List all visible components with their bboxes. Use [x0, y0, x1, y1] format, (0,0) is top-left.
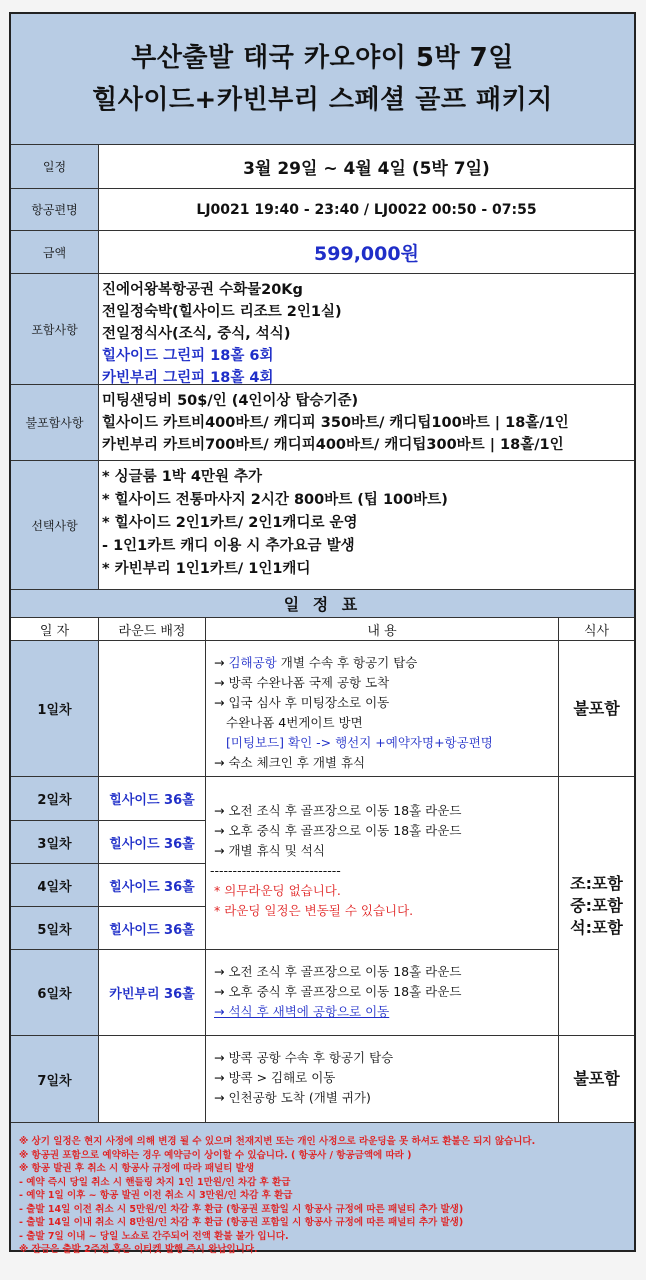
content-line: [미팅보드] 확인 -> 행선지 +예약자명+항공편명 [226, 735, 493, 750]
excluded-list [99, 385, 634, 461]
content-day-6 [206, 950, 559, 1036]
divider: ----------------------------- [210, 863, 341, 878]
content-line: → 석식 후 새벽에 공항으로 이동 [214, 1004, 390, 1019]
content-line: → 방콕 공항 수속 후 항공기 탑승 [214, 1050, 394, 1065]
schedule-table-title: 일 정 표 [11, 590, 634, 618]
schedule-value: 3월 29일 ~ 4월 4일 (5박 7일) [99, 145, 634, 189]
round-day-2: 힐사이드 36홀 [99, 777, 206, 821]
optional-list [99, 461, 634, 590]
title-line-2: 힐사이드+카빈부리 스페셜 골프 패키지 [92, 85, 553, 115]
content-line: → 오후 중식 후 골프장으로 이동 18홀 라운드 [214, 984, 462, 999]
content-line: → 숙소 체크인 후 개별 휴식 [214, 755, 366, 770]
content-line: → 방콕 > 김해로 이동 [214, 1070, 336, 1085]
note-line: - 예약 즉시 당일 취소 시 핸들링 차지 1인 1만원/인 차감 후 환급 [19, 1176, 291, 1188]
flight-value: LJ0021 19:40 - 23:40 / LJ0022 00:50 - 07:55 [99, 189, 634, 231]
note-line: - 출발 14일 이내 취소 시 8만원/인 차감 후 환급 (항공권 포함일 시 항공사 규정에 따른 패널티 추가 발생) [19, 1217, 464, 1228]
content-day-7 [206, 1036, 559, 1122]
notice-line: * 의무라운딩 없습니다. [214, 883, 341, 898]
meal-dinner: 석:포함 [570, 918, 623, 937]
header-round: 라운드 배정 [99, 618, 206, 641]
day-3: 3일차 [11, 821, 99, 864]
content-line: → 개별 휴식 및 석식 [214, 843, 325, 858]
note-line: ※ 항공권 포함으로 예약하는 경우 예약금이 상이할 수 있습니다. ( 항공사 / 항공금액에 따라 ) [19, 1149, 412, 1161]
included-item: 힐사이드 그린피 18홀 6회 [102, 348, 274, 364]
optional-item: * 힐사이드 전통마사지 2시간 800바트 (팁 100바트) [102, 492, 448, 508]
day-2: 2일차 [11, 777, 99, 821]
meal-day-7: 불포함 [573, 1069, 620, 1088]
meal-lunch: 중:포함 [570, 896, 623, 915]
meal-days-2-6 [559, 777, 634, 1036]
meal-day-1: 불포함 [559, 641, 634, 777]
content-line: 수완나폼 4번게이트 방면 [226, 715, 363, 730]
round-day-4: 힐사이드 36홀 [99, 864, 206, 907]
day-6: 6일차 [11, 950, 99, 1036]
note-line: ※ 상기 일정은 현지 사정에 의해 변경 될 수 있으며 천재지변 또는 개인 사정으로 라운딩을 못 하셔도 환불은 되지 않습니다. [19, 1136, 536, 1147]
round-day-6: 카빈부리 36홀 [99, 950, 206, 1036]
day-7: 7일차 [11, 1036, 99, 1122]
content-line: → 김해공항 개별 수속 후 항공기 탑승 [214, 655, 418, 670]
included-item: 진에어왕복항공권 수화물20Kg [102, 282, 303, 298]
schedule-label: 일정 [11, 145, 99, 189]
day-1: 1일차 [11, 641, 99, 777]
package-sheet [9, 12, 636, 1255]
content-line: → 방콕 수완나폼 국제 공항 도착 [214, 675, 390, 690]
flight-label: 항공편명 [11, 189, 99, 231]
round-day-7 [99, 1036, 206, 1122]
note-line: - 출발 7일 이내 ~ 당일 노쇼로 간주되어 전액 환불 불가 입니다. [19, 1230, 289, 1242]
title-line-1: 부산출발 태국 카오야이 5박 7일 [131, 43, 514, 73]
included-item: 전일정식사(조식, 중식, 석식) [102, 326, 291, 342]
note-line: - 예약 1일 이후 ~ 항공 발권 이전 취소 시 3만원/인 차감 후 환급 [19, 1190, 293, 1201]
page-title [11, 14, 634, 145]
price-value: 599,000원 [99, 231, 634, 274]
included-item: 전일정숙박(힐사이드 리조트 2인1실) [102, 304, 342, 320]
content-line: → 오전 조식 후 골프장으로 이동 18홀 라운드 [214, 803, 462, 818]
note-line: ※ 잔금은 출발 2주전 혹은 이티켓 발행 즉시 완납입니다. [19, 1244, 258, 1255]
note-line: - 출발 14일 이전 취소 시 5만원/인 차감 후 환급 (항공권 포함일 시 항공사 규정에 따른 패널티 추가 발생) [19, 1203, 464, 1215]
excluded-item: 카빈부리 카트비700바트/ 캐디피400바트/ 캐디팁300바트 | 18홀/1인 [102, 437, 564, 453]
content-line: → 인천공항 도착 (개별 귀가) [214, 1090, 371, 1105]
optional-item: * 카빈부리 1인1카트/ 1인1캐디 [102, 561, 311, 577]
content-line: → 오전 조식 후 골프장으로 이동 18홀 라운드 [214, 964, 462, 979]
round-day-1 [99, 641, 206, 777]
included-label: 포함사항 [11, 274, 99, 385]
optional-item: * 힐사이드 2인1카트/ 2인1캐디로 운영 [102, 515, 358, 531]
optional-label: 선택사항 [11, 461, 99, 590]
included-item: 카빈부리 그린피 18홀 4회 [102, 370, 274, 386]
header-meal: 식사 [559, 618, 634, 641]
round-day-3: 힐사이드 36홀 [99, 821, 206, 864]
optional-item: * 싱글룸 1박 4만원 추가 [102, 469, 263, 485]
excluded-item: 힐사이드 카트비400바트/ 캐디피 350바트/ 캐디팁100바트 | 18홀/1인 [102, 415, 569, 431]
meal-breakfast: 조:포함 [570, 874, 623, 893]
header-day: 일 자 [11, 618, 99, 641]
note-line: ※ 항공 발권 후 취소 시 항공사 규정에 따라 패널티 발생 [19, 1163, 255, 1174]
excluded-item: 미팅샌딩비 50$/인 (4인이상 탑승기준) [102, 393, 359, 409]
optional-item: - 1인1카트 캐디 이용 시 추가요금 발생 [102, 538, 355, 554]
round-day-5: 힐사이드 36홀 [99, 907, 206, 950]
content-days-2-5 [206, 777, 559, 950]
header-content: 내 용 [206, 618, 559, 641]
price-label: 금액 [11, 231, 99, 274]
content-day-1 [206, 641, 559, 777]
included-list [99, 274, 634, 385]
notes-section [11, 1122, 634, 1255]
content-line: → 입국 심사 후 미팅장소로 이동 [214, 695, 390, 710]
day-4: 4일차 [11, 864, 99, 907]
content-line: → 오후 중식 후 골프장으로 이동 18홀 라운드 [214, 823, 462, 838]
excluded-label: 불포함사항 [11, 385, 99, 461]
notice-line: * 라운딩 일정은 변동될 수 있습니다. [214, 903, 414, 918]
day-5: 5일차 [11, 907, 99, 950]
